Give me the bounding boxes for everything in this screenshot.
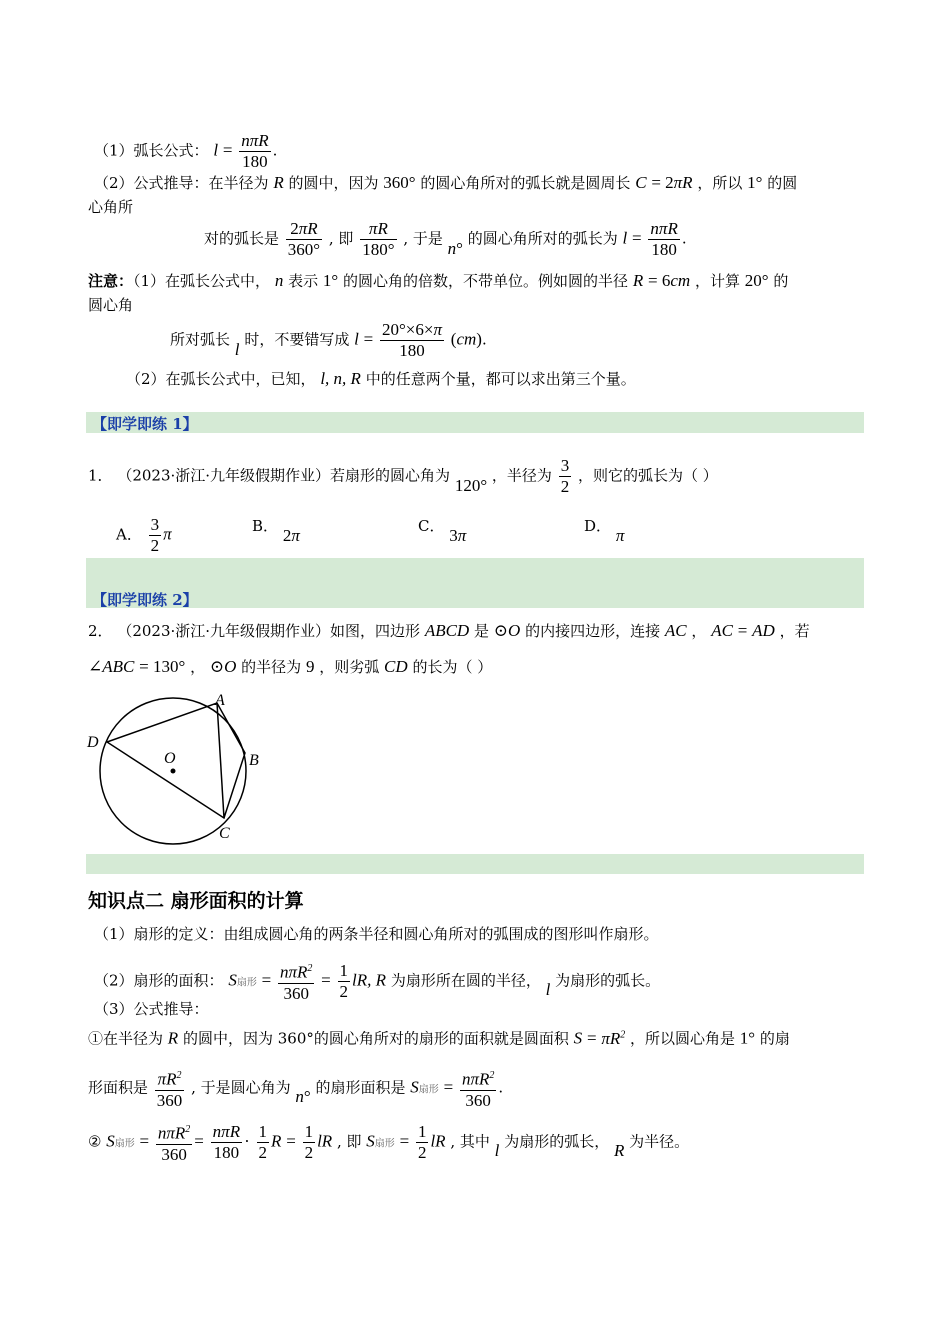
label-c: C bbox=[219, 825, 230, 842]
option-a[interactable]: A． $\frac{3}{2}$ π bbox=[116, 515, 172, 555]
question-1: 1． （2023·浙江·九年级假期作业）若扇形的圆心角为 120° ，半径为 $\frac{3}{2}$ ，则它的弧长为（ ） bbox=[88, 456, 718, 496]
section-bar bbox=[86, 854, 864, 874]
sector-derivation-2: 形面积是 $\frac{\pi R^2}{360}$ , 于是圆心角为 n° 的扇形面积是 S扇形 = $\frac{n\pi R^2}{360}$ . bbox=[88, 1066, 503, 1111]
label-o: O bbox=[164, 750, 176, 767]
option-b[interactable]: B． 2π bbox=[252, 517, 300, 545]
label-a: A bbox=[215, 692, 225, 709]
question-2: 2． （2023·浙江·九年级假期作业）如图，四边形 ABCD 是 ⊙O 的内接四边形，连接 AC ， AC = AD ，若 bbox=[88, 621, 810, 640]
circle-figure bbox=[84, 688, 284, 848]
label-d: D bbox=[87, 734, 99, 751]
section-heading: 知识点二 扇形面积的计算 bbox=[88, 890, 304, 912]
text-line: 心角所 bbox=[88, 198, 134, 216]
note-line: 注意：（1）在弧长公式中， n 表示 1° 的圆心角的倍数，不带单位。例如圆的半径 R = 6cm ，计算 20° 的 bbox=[88, 271, 789, 290]
segment-ac bbox=[217, 703, 224, 818]
quadrilateral-abcd bbox=[107, 703, 245, 818]
math: l bbox=[213, 140, 219, 160]
sector-definition: （1）扇形的定义：由组成圆心角的两条半径和圆心角所对的弧围成的图形叫作扇形。 bbox=[94, 925, 659, 943]
sector-area-formula: （2）扇形的面积： S扇形 = $\frac{n\pi R^2}{360}$ = $\frac{1}{2}$ lR, R 为扇形所在圆的半径， l 为扇形的弧长。 bbox=[94, 960, 661, 1003]
arc-derivation-line: （2）公式推导：在半径为 R 的圆中，因为 360° 的圆心角所对的弧长就是圆周长 C = 2πR ，所以 1° 的圆 bbox=[94, 173, 798, 192]
arc-formula-line: （1）弧长公式： l = $\frac{\text{nπR}}{180}$ . bbox=[94, 131, 278, 171]
note-line-3: （2）在弧长公式中，已知， l, n, R 中的任意两个量，都可以求出第三个量。 bbox=[126, 369, 636, 388]
arc-formula-label: （1）弧长公式： bbox=[94, 141, 209, 160]
center-point bbox=[171, 769, 176, 774]
fraction: $\frac{\text{nπR}}{180}$ bbox=[241, 131, 269, 171]
question-2-line-2: ∠ABC = 130° ， ⊙O 的半径为 9 ，则劣弧 CD 的长为（ ） bbox=[88, 657, 493, 676]
label-b: B bbox=[249, 752, 259, 769]
practice2-title: 【即学即练 2】 bbox=[92, 591, 198, 609]
note-line-2: 所对弧长 l 时，不要错写成 l = $\frac{20^\circ\times 6\times\pi}{180}$ (cm). bbox=[170, 320, 487, 360]
arc-derivation-line-2: 对的弧长是 $\frac{2\pi R}{360^\circ}$ , 即 $\frac{\pi R}{180^\circ}$ , 于是 n° 的圆心角所对的弧长为 l = $\frac{\text{nπR}}{180}$ . bbox=[204, 219, 687, 259]
section-bar bbox=[86, 412, 864, 433]
text-line: 圆心角 bbox=[88, 296, 134, 314]
practice1-title: 【即学即练 1】 bbox=[92, 415, 198, 433]
section-bar bbox=[86, 558, 864, 608]
sector-derivation-3: ② S扇形 = $\frac{n\pi R^2}{360}$ = $\frac{\text{nπR}}{180}$ · $\frac{1}{2}$ R = $\frac{1}{2}$ lR , 即 S扇形 = $\frac{1}{2}$ lR , 其中 l 为扇形的弧长， R 为半径。 bbox=[88, 1121, 690, 1164]
option-d[interactable]: D． π bbox=[584, 517, 625, 545]
option-c[interactable]: C． 3π bbox=[418, 517, 467, 545]
sector-derivation-1: ①在半径为 R 的圆中，因为 360°的圆心角所对的扇形的面积就是圆面积 $S = \pi R^2$ ，所以圆心角是 1° 的扇 bbox=[88, 1028, 790, 1048]
text-line: （3）公式推导： bbox=[94, 1000, 209, 1018]
